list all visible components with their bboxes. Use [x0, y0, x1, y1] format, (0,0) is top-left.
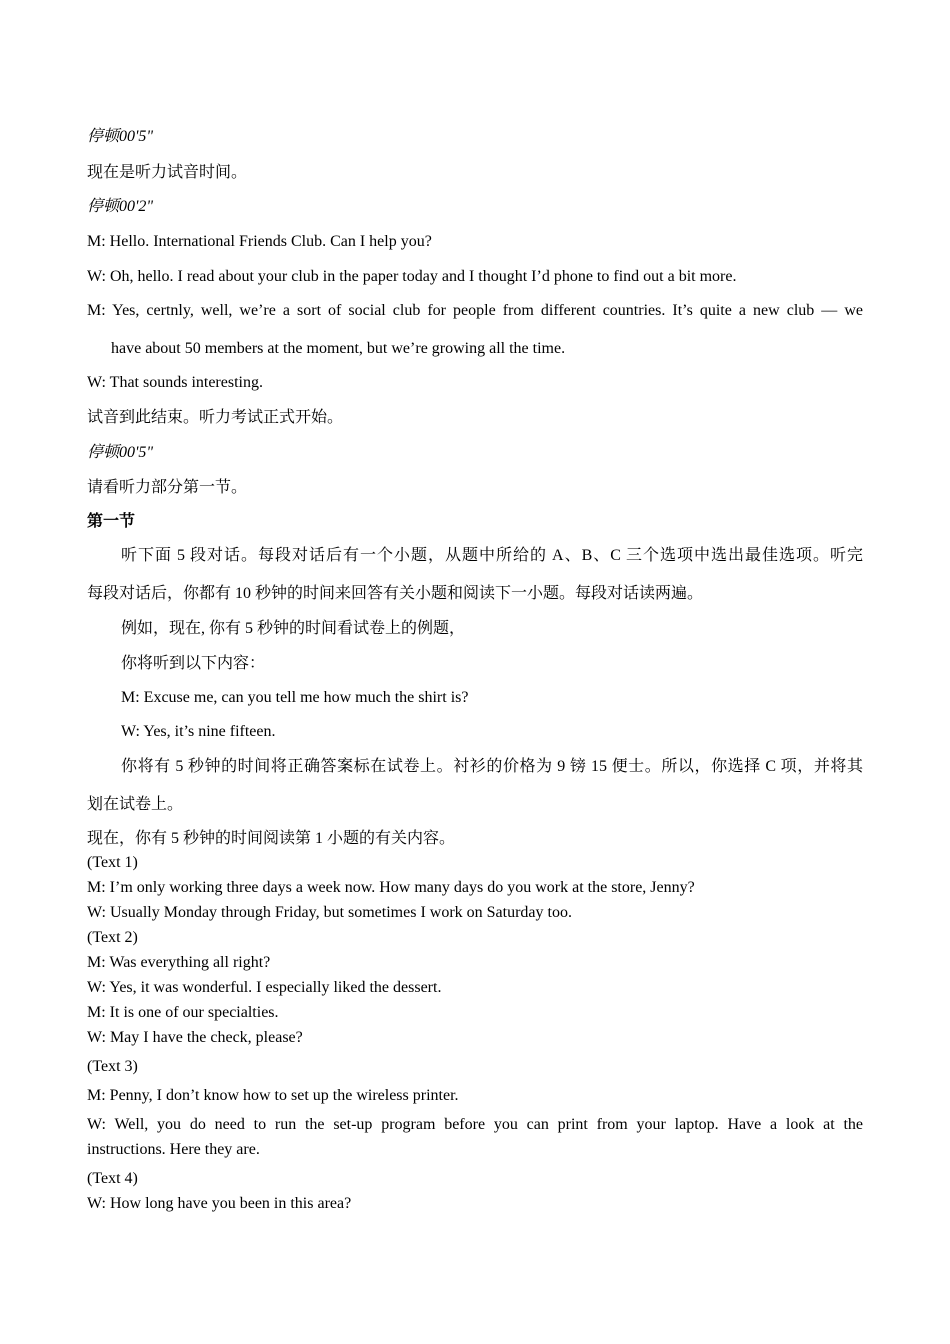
dialogue-line: M: Penny, I don’t know how to set up the wireless printer. — [87, 1087, 459, 1104]
pause-note: 停顿00'5" — [87, 128, 154, 145]
pause-note: 停顿00'5" — [87, 444, 154, 461]
section-heading: 第一节 — [87, 513, 136, 530]
text-label: (Text 1) — [87, 854, 138, 871]
dialogue-line-continuation: have about 50 members at the moment, but we’re growing all the time. — [111, 340, 566, 357]
dialogue-line: M: Yes, certnly, well, we’re a sort of social club for people from different countries. It’s quite a new club — we — [87, 302, 863, 319]
dialogue-line: W: Oh, hello. I read about your club in the paper today and I thought I’d phone to find out a bit more. — [87, 268, 737, 285]
instruction-line: 现在是听力试音时间。 — [87, 164, 248, 181]
dialogue-line: W: That sounds interesting. — [87, 374, 263, 391]
dialogue-line-continuation: instructions. Here they are. — [87, 1141, 260, 1158]
instruction-line: 试音到此结束。听力考试正式开始。 — [87, 409, 344, 426]
text-label: (Text 2) — [87, 929, 138, 946]
dialogue-line: W: How long have you been in this area? — [87, 1195, 352, 1212]
example-dialogue: W: Yes, it’s nine fifteen. — [121, 723, 276, 740]
dialogue-line: W: Yes, it was wonderful. I especially liked the dessert. — [87, 979, 442, 996]
dialogue-line: W: May I have the check, please? — [87, 1029, 303, 1046]
dialogue-line: W: Well, you do need to run the set-up program before you can print from your laptop. Have a look at the — [87, 1116, 863, 1133]
example-line: 你将有 5 秒钟的时间将正确答案标在试卷上。衬衫的价格为 9 镑 15 便士。所以，你选择 C 项，并将其 — [121, 758, 863, 775]
text-label: (Text 3) — [87, 1058, 138, 1075]
dialogue-line: W: Usually Monday through Friday, but sometimes I work on Saturday too. — [87, 904, 572, 921]
text-label: (Text 4) — [87, 1170, 138, 1187]
pause-note: 停顿00'2" — [87, 198, 154, 215]
example-line: 划在试卷上。 — [87, 796, 184, 813]
instruction-line: 现在，你有 5 秒钟的时间阅读第 1 小题的有关内容。 — [87, 830, 456, 847]
dialogue-line: M: I’m only working three days a week now. How many days do you work at the store, Jenny? — [87, 879, 695, 896]
dialogue-line: M: Hello. International Friends Club. Can I help you? — [87, 233, 432, 250]
instruction-line: 请看听力部分第一节。 — [87, 479, 248, 496]
example-dialogue: M: Excuse me, can you tell me how much the shirt is? — [121, 689, 469, 706]
dialogue-line: M: It is one of our specialties. — [87, 1004, 279, 1021]
example-line: 例如，现在, 你有 5 秒钟的时间看试卷上的例题， — [121, 620, 466, 637]
instruction-paragraph: 听下面 5 段对话。每段对话后有一个小题，从题中所给的 A、B、C 三个选项中选出最佳选项。听完 — [121, 547, 863, 564]
dialogue-line: M: Was everything all right? — [87, 954, 271, 971]
instruction-paragraph: 每段对话后，你都有 10 秒钟的时间来回答有关小题和阅读下一小题。每段对话读两遍。 — [87, 585, 704, 602]
example-line: 你将听到以下内容： — [121, 655, 266, 672]
